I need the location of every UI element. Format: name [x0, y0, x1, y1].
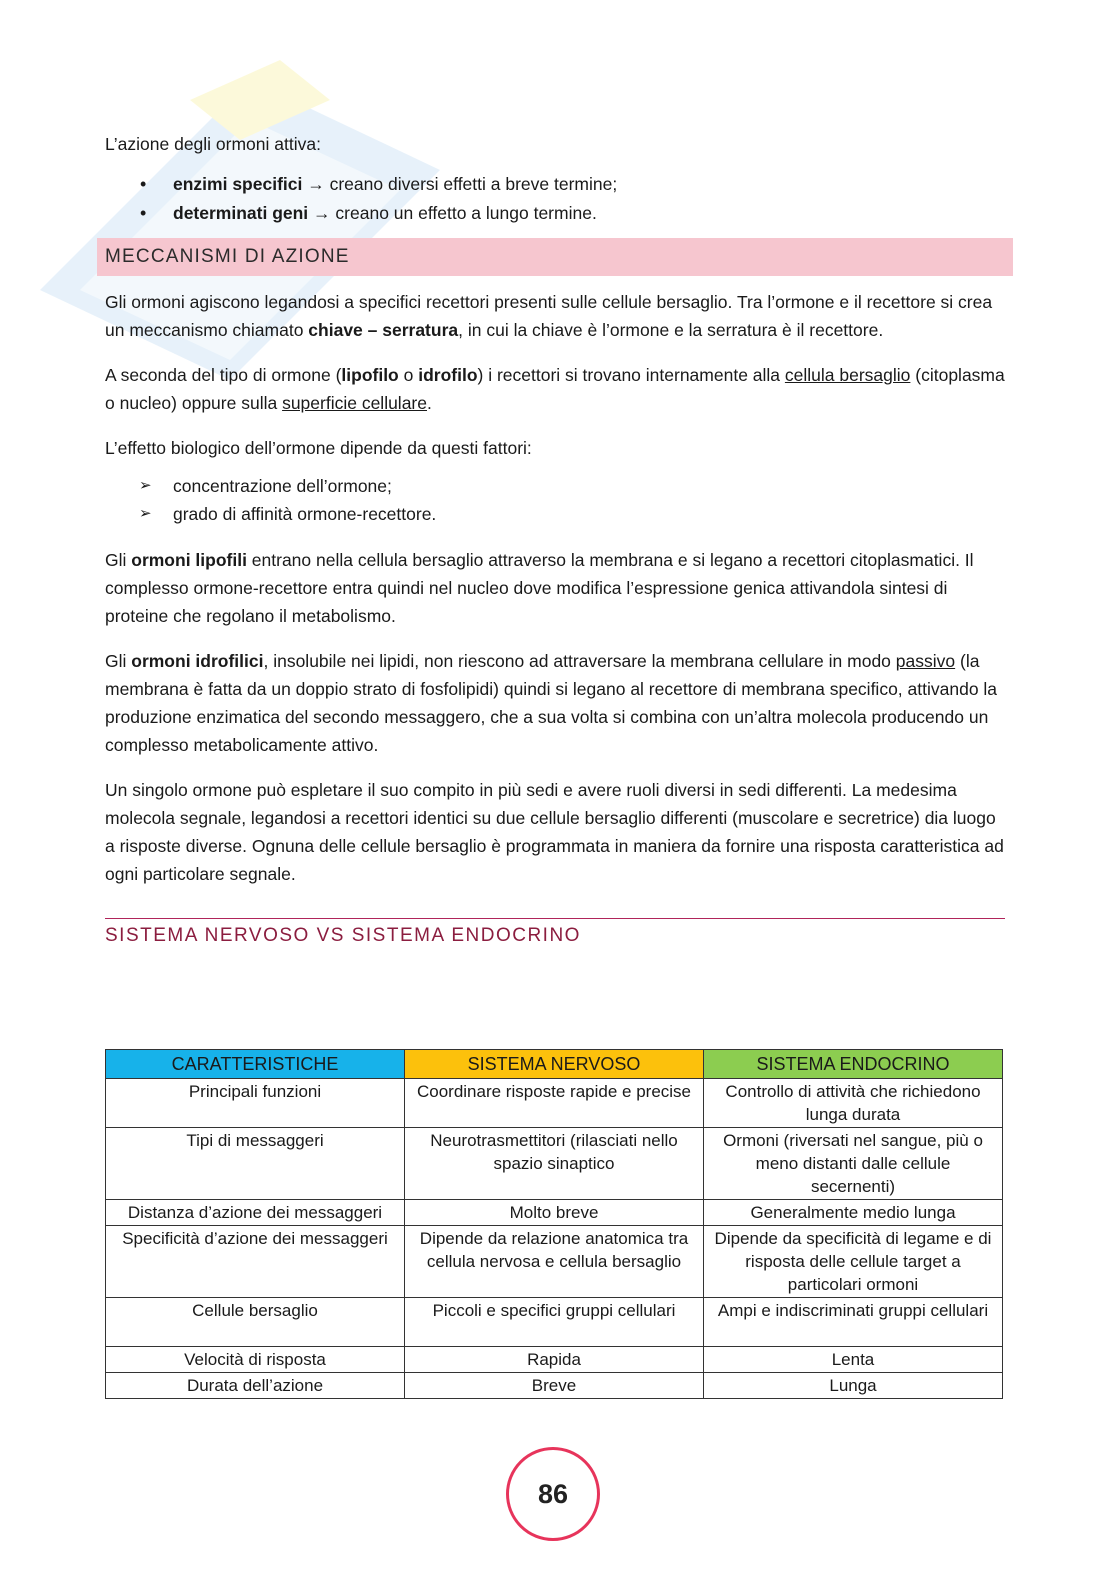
column-header: SISTEMA ENDOCRINO — [704, 1050, 1003, 1079]
arrow-bullet-icon: ➢ — [139, 477, 152, 494]
table-cell: Dipende da relazione anatomica tra cellula nervosa e cellula bersaglio — [405, 1226, 704, 1298]
table-cell: Breve — [405, 1373, 704, 1399]
table-cell: Ormoni (riversati nel sangue, più o meno distanti dalle cellule secernenti) — [704, 1128, 1003, 1200]
table-cell: Generalmente medio lunga — [704, 1200, 1003, 1226]
list-item: • enzimi specifici → creano diversi effetti a breve termine; — [105, 170, 1005, 199]
table-cell: Piccoli e specifici gruppi cellulari — [405, 1298, 704, 1347]
column-header: CARATTERISTICHE — [106, 1050, 405, 1079]
table-row — [106, 1298, 1003, 1347]
table-row — [106, 1373, 1003, 1399]
paragraph-chiave-serratura: Gli ormoni agiscono legandosi a specifici recettori presenti sulle cellule bersaglio. Tra l’ormone e il recettore si crea un meccanismo chiamato chiave – serratura, in cui la chiave è l’ormone e la serratura è il recettore. — [105, 292, 993, 340]
table-header-row — [106, 1050, 1003, 1079]
comparison-table — [105, 1049, 1003, 1399]
paragraph-fattori: L’effetto biologico dell’ormone dipende da questi fattori: — [105, 438, 532, 458]
table-row — [106, 1347, 1003, 1373]
page-content — [105, 130, 1005, 947]
paragraph-ormoni-idrofilici: Gli ormoni idrofilici, insolubile nei lipidi, non riescono ad attraversare la membrana cellulare in modo passivo (la membrana è fatta da un doppio strato di fosfolipidi) quindi si legano al recettore di membrana specifico, attivando la produzione enzimatica del secondo messaggero, che a sua volta si combina con un’altra molecola producendo un complesso metabolicamente attivo. — [105, 651, 998, 755]
table-row — [106, 1226, 1003, 1298]
table-cell: Rapida — [405, 1347, 704, 1373]
table-cell: Ampi e indiscriminati gruppi cellulari — [704, 1298, 1003, 1347]
table-cell: Coordinare risposte rapide e precise — [405, 1079, 704, 1128]
section-heading-meccanismi: MECCANISMI DI AZIONE — [97, 238, 1013, 276]
section-divider — [105, 918, 1005, 919]
arrow-bullet-icon: ➢ — [139, 505, 152, 522]
table-cell: Tipi di messaggeri — [106, 1128, 405, 1200]
table-cell: Lenta — [704, 1347, 1003, 1373]
table-cell: Neurotrasmettitori (rilasciati nello spazio sinaptico — [405, 1128, 704, 1200]
table-cell: Dipende da specificità di legame e di risposta delle cellule target a particolari ormoni — [704, 1226, 1003, 1298]
table-cell: Velocità di risposta — [106, 1347, 405, 1373]
list-item: • determinati geni → creano un effetto a lungo termine. — [105, 199, 1005, 228]
column-header: SISTEMA NERVOSO — [405, 1050, 704, 1079]
table-cell: Distanza d’azione dei messaggeri — [106, 1200, 405, 1226]
paragraph-ormoni-lipofili: Gli ormoni lipofili entrano nella cellula bersaglio attraverso la membrana e si legano a recettori citoplasmatici. Il complesso ormone-recettore entra quindi nel nucleo dove modifica l’espressione genica attivandola sintesi di proteine che regolano il metabolismo. — [105, 550, 974, 626]
table-cell: Molto breve — [405, 1200, 704, 1226]
arrow-icon: → — [307, 174, 325, 194]
table-row — [106, 1200, 1003, 1226]
factors-list — [105, 472, 1005, 528]
table-cell: Lunga — [704, 1373, 1003, 1399]
table-cell: Controllo di attività che richiedono lunga durata — [704, 1079, 1003, 1128]
paragraph-lipofilo-idrofilo: A seconda del tipo di ormone (lipofilo o idrofilo) i recettori si trovano internamente alla cellula bersaglio (citoplasma o nucleo) oppure sulla superficie cellulare. — [105, 365, 1005, 413]
table-cell: Durata dell’azione — [106, 1373, 405, 1399]
table-cell: Specificità d’azione dei messaggeri — [106, 1226, 405, 1298]
arrow-icon: → — [313, 203, 331, 223]
page-number: 86 — [506, 1447, 600, 1541]
table-row — [106, 1128, 1003, 1200]
intro-text: L’azione degli ormoni attiva: — [105, 134, 321, 154]
list-item: ➢ concentrazione dell’ormone; — [105, 472, 1005, 500]
table-cell: Cellule bersaglio — [106, 1298, 405, 1347]
list-item: ➢ grado di affinità ormone-recettore. — [105, 500, 1005, 528]
table-cell: Principali funzioni — [106, 1079, 405, 1128]
paragraph-singolo-ormone: Un singolo ormone può espletare il suo compito in più sedi e avere ruoli diversi in sedi differenti. La medesima molecola segnale, legandosi a recettori identici su due cellule bersaglio differenti (muscolare e secretrice) dia luogo a risposte diverse. Ognuna delle cellule bersaglio è programmata in maniera da fornire una risposta caratteristica ad ogni particolare segnale. — [105, 780, 1004, 884]
table-row — [106, 1079, 1003, 1128]
section-heading-sistema: SISTEMA NERVOSO VS SISTEMA ENDOCRINO — [105, 925, 581, 946]
enzyme-gene-list — [105, 170, 1005, 228]
